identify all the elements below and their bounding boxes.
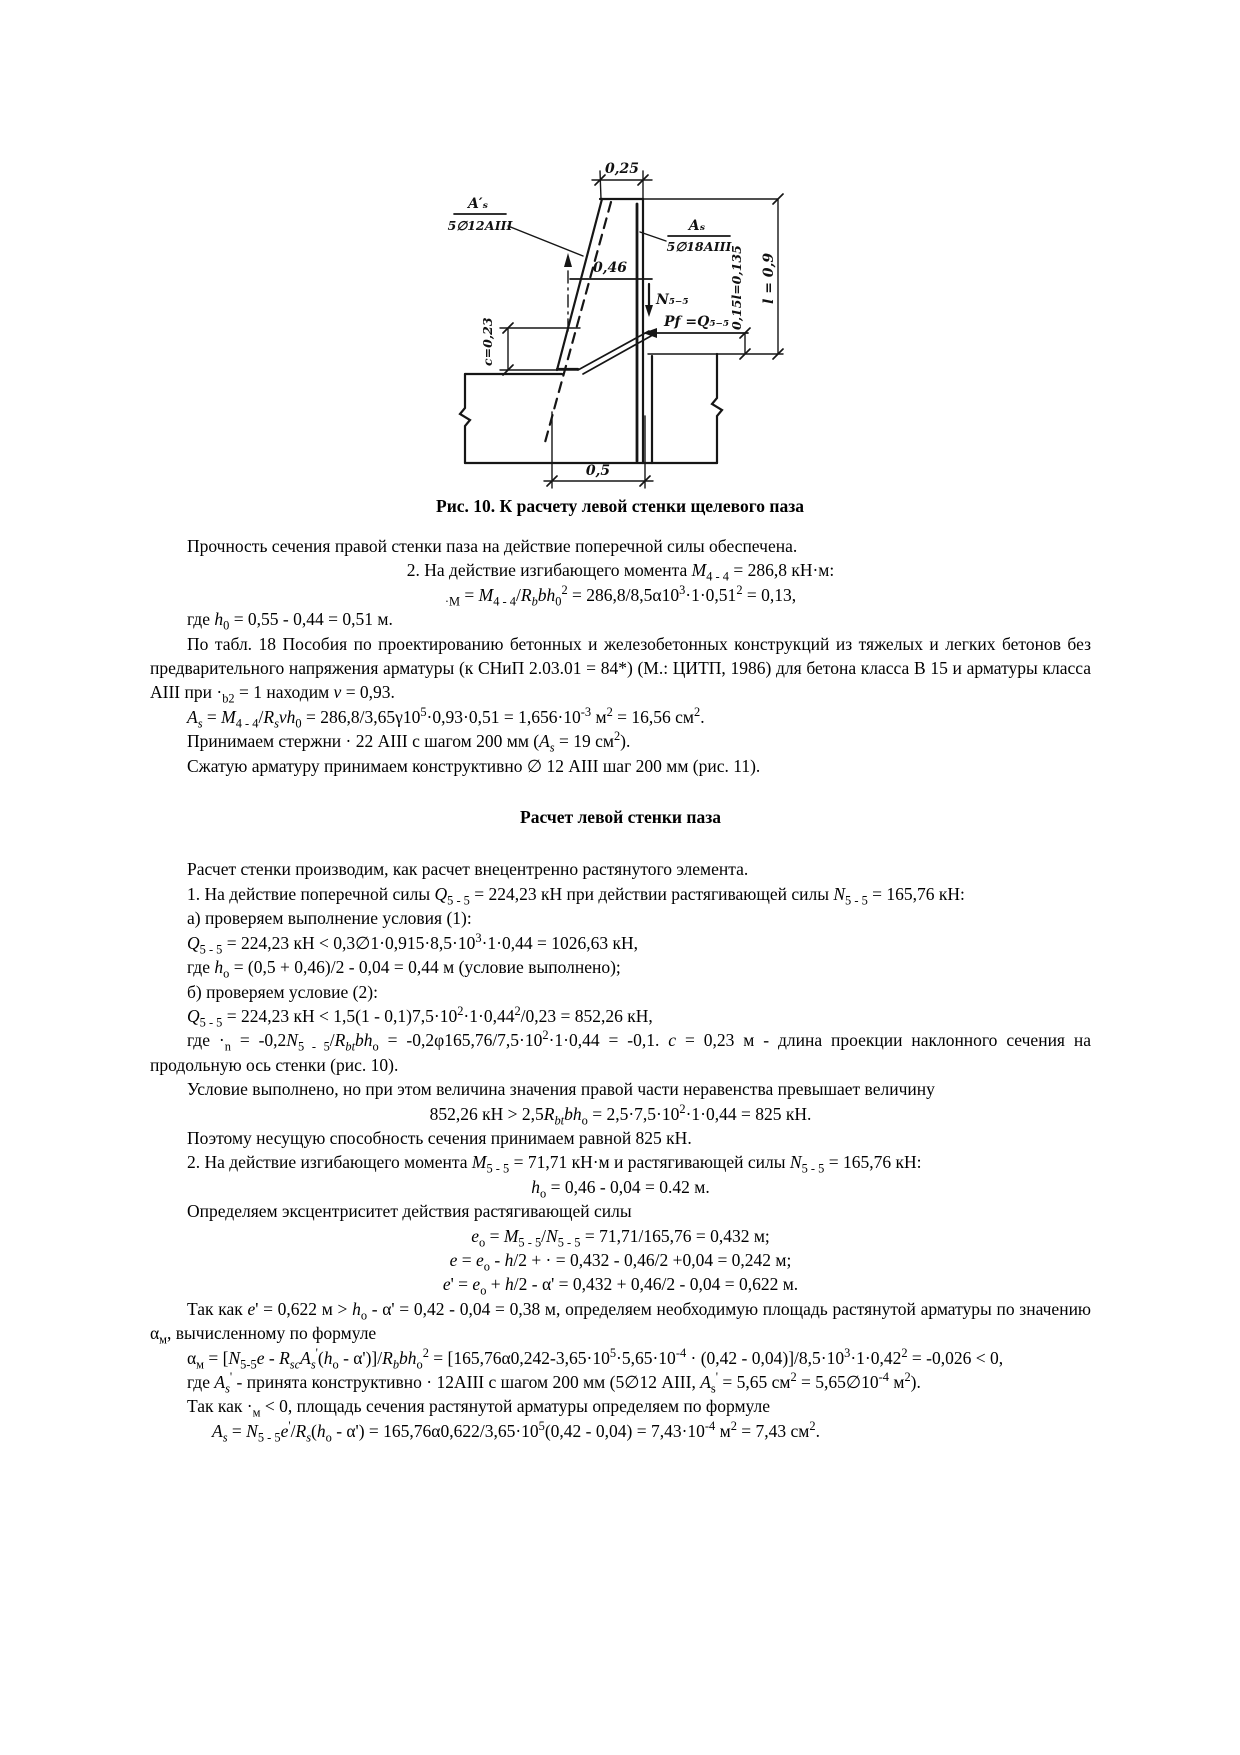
slot-wall-sketch bbox=[440, 146, 960, 496]
paragraph: а) проверяем выполнение условия (1): bbox=[187, 908, 472, 929]
label-as-prime-group bbox=[448, 196, 583, 256]
force-n-group bbox=[645, 284, 688, 317]
formula-line: 852,26 кН > $2,5R_{bt}bh_о = 2,5\cdot 7,5\cdot 10^2\cdot 1\cdot 0,44 = 825$ кН. bbox=[429, 1101, 812, 1128]
label-as: Aₛ bbox=[688, 218, 706, 234]
paragraph: Принимаем стержни · 22 АIII с шагом 200 мм ($A_s = 19$ $см^2$). bbox=[187, 729, 631, 755]
formula-line: $h_о = 0,46 - 0,04 = 0.42$ м. bbox=[531, 1176, 710, 1201]
label-as-prime-spec: 5∅12АIII bbox=[447, 218, 513, 233]
paragraph: Прочность сечения правой стенки паза на действие поперечной силы обеспечена. bbox=[187, 536, 798, 556]
label-dim-right-inner: 0,15l=0,135 bbox=[729, 245, 744, 330]
paragraph: $Q_{5 - 5} = 224,23$ кН < $1,5(1 - 0,1)7,5\cdot 10^2\cdot 1\cdot 0,44^2/0,23 = 852,26$ кН, bbox=[187, 1004, 653, 1030]
label-as-prime: A′ₛ bbox=[467, 196, 489, 212]
dimension-right-outer bbox=[761, 194, 783, 359]
paragraph: Так как $\cdot_м < 0$, площадь сечения растянутой арматуры определяем по формуле bbox=[187, 1396, 771, 1420]
paragraph: $Q_{5 - 5} = 224,23$ кН < $0,3\emptyset 1\cdot 0,915\cdot 8,5\cdot 10^3\cdot 1\cdot 0,44 = 1026,63$ кН, bbox=[187, 930, 638, 957]
label-dim-bottom: 0,5 bbox=[585, 463, 611, 479]
formula-line: $e' = e_о + h/2 - \alpha' = 0,432 + 0,46/2 - 0,04 = 0,622$ м. bbox=[442, 1274, 799, 1298]
label-as-group bbox=[640, 218, 732, 254]
section-heading: Расчет левой стенки паза bbox=[520, 807, 721, 828]
label-dim-left: с=0,23 bbox=[480, 317, 495, 366]
paragraph: Определяем эксцентриситет действия растягивающей силы bbox=[187, 1201, 632, 1222]
label-force-n: N₅₋₅ bbox=[656, 292, 689, 308]
label-dim-mid: 0,46 bbox=[592, 260, 628, 276]
formula-line: $_{\cdot М} = M_{4 - 4}/R_bbh_0^2 = 286,8/8,5\alpha 10^3\cdot 1\cdot 0,51^2 = 0,13$, bbox=[444, 582, 797, 609]
formula-line: $e_о = M_{5 - 5}/N_{5 - 5} = 71,71/165,76 = 0,432$ м; bbox=[471, 1225, 770, 1250]
paragraph: где $A_s'$ - принята конструктивно · 12АIII с шагом 200 мм (5∅12 АIII, $A_s' = 5,65$ $см^2$ = $5,65\emptyset 10^{-4}$ $м^2$). bbox=[187, 1370, 921, 1396]
paragraph: 2. На действие изгибающего момента $M_{5 - 5} = 71,71$ кН·м и растягивающей силы $N_{5 - 5} = 165,76$ кН: bbox=[187, 1152, 922, 1176]
axis-arrowhead bbox=[564, 253, 572, 267]
formula-line: $e = e_о - h/2$ + · = 0,432 - 0,46/2 +0,04 = 0,242 м; bbox=[449, 1249, 792, 1274]
formula-line: 2. На действие изгибающего момента $M_{4 - 4} = 286,8$ кН·м: bbox=[406, 560, 835, 584]
force-n-arrowhead bbox=[645, 305, 653, 317]
label-as-spec: 5∅18АIII bbox=[666, 239, 732, 254]
paragraph: где $h_о = (0,5 + 0,46)/2 - 0,04 = 0,44$ м (условие выполнено); bbox=[187, 957, 621, 981]
paragraph: где $\cdot_n = -0,2N_{5 - 5}/R_{bt}bh_о = -0,2\varphi 165,76/7,5\cdot 10^2\cdot 1\cdot 0,44 = -0,1$. c = 0,23 м - длина проекции наклонного сечения на продольную ось стенки (рис. 10). bbox=[150, 1028, 1092, 1075]
paragraph: б) проверяем условие (2): bbox=[187, 981, 378, 1002]
paragraph: Расчет стенки производим, как расчет внецентренно растянутого элемента. bbox=[187, 859, 749, 880]
dimension-top bbox=[592, 161, 652, 199]
inclined-section-lines bbox=[578, 331, 651, 374]
paragraph: $A_s = M_{4 - 4}/R_svh_0 = 286,8/3,65\gamma 10^5\cdot 0,93\cdot 0,51 = 1,656\cdot 10^{-3}$ $м^2 = 16,56$ $см^2$. bbox=[187, 705, 705, 731]
paragraph: 1. На действие поперечной силы $Q_{5 - 5} = 224,23$ кН при действии растягивающей силы $N_{5 - 5} = 165,76$ кН: bbox=[187, 883, 965, 908]
figure-caption: Рис. 10. К расчету левой стенки щелевого паза bbox=[436, 496, 804, 516]
paragraph: $\alpha_м = [N_{5-5}e - R_{sc}A_s'(h_о - \alpha')]/R_bbh_о^2 = [165,76\alpha 0,242-3,65\cdot 10^5\cdot 5,65\cdot 10^{-4} \cdot (0,42 - 0,04)]/8,5\cdot 10^3\cdot 1\cdot 0,42^2 = -0,026 < 0$, bbox=[187, 1345, 1004, 1372]
rebar-compressed-dashed bbox=[544, 202, 611, 446]
figure-10-drawing bbox=[440, 146, 960, 498]
paragraph: где $h_0 = 0,55 - 0,44 = 0,51$ м. bbox=[187, 609, 393, 633]
paragraph: Сжатую арматуру принимаем конструктивно ∅ 12 АIII шаг 200 мм (рис. 11). bbox=[187, 755, 761, 776]
label-dim-top: 0,25 bbox=[604, 161, 640, 177]
label-dim-right-outer: l = 0,9 bbox=[761, 252, 777, 304]
label-force-p: Pf =Q₅₋₅ bbox=[664, 314, 730, 330]
paragraph: По табл. 18 Пособия по проектированию бетонных и железобетонных конструкций из тяжелых и легких бетонов без предварительного напряжения арматуры (к СНиП 2.03.01 = 84*) (М.: ЦИТП, 1986) для бетона класса В 15 и арматуры класса АIII при $\cdot_{b2} = 1$ находим v = 0,93. bbox=[150, 633, 1091, 706]
paragraph: Так как e' = 0,622 $м > h_о - \alpha' = 0,42 - 0,04 = 0,38$ м, определяем необходимую площадь растянутой арматуры по значению $\alpha_м$, вычисленному по формуле bbox=[150, 1298, 1092, 1347]
paragraph: Условие выполнено, но при этом величина значения правой части неравенства превышает величину bbox=[187, 1079, 935, 1100]
formula-line: $A_s = N_{5 - 5}e'/R_s(h_о - \alpha') = 165,76\alpha 0,622/3,65\cdot 10^5(0,42 - 0,04) = 7,43\cdot 10^{-4}$ $м^2 = 7,43$ $см^2$. bbox=[212, 1418, 820, 1445]
paragraph: Поэтому несущую способность сечения принимаем равной 825 кН. bbox=[187, 1127, 692, 1148]
document-body bbox=[150, 534, 1091, 1443]
